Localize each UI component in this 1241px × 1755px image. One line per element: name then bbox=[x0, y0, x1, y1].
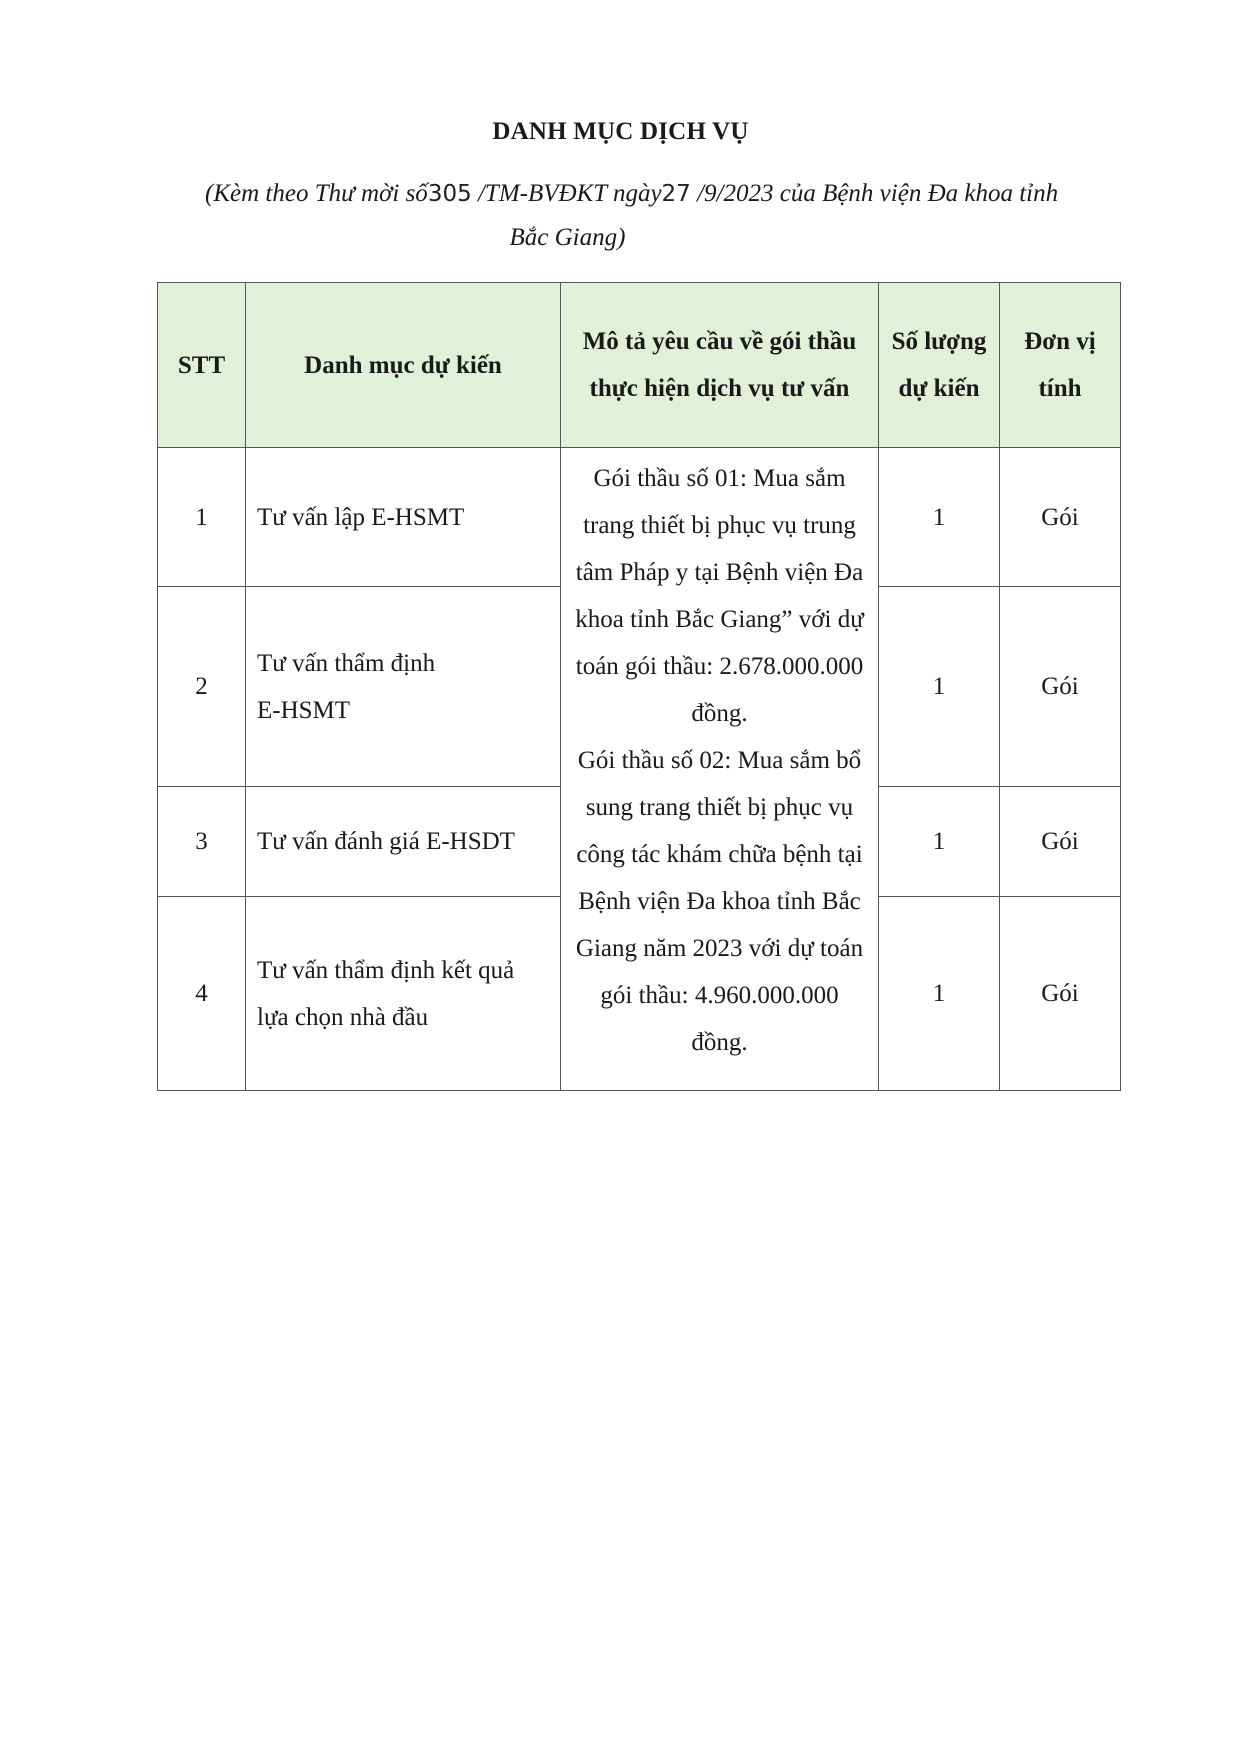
row-stt: 3 bbox=[158, 787, 246, 897]
package-2-description: Gói thầu số 02: Mua sắm bổ sung trang thiết bị phục vụ công tác khám chữa bệnh tại Bệnh viện Đa khoa tỉnh Bắc Giang năm 2023 với dự toán gói thầu: 4.960.000.000 đồng. bbox=[575, 747, 864, 1056]
letter-number: 305 bbox=[427, 181, 472, 207]
row-unit: Gói bbox=[1000, 897, 1121, 1091]
row-unit: Gói bbox=[1000, 448, 1121, 587]
document-subtitle bbox=[205, 172, 1135, 259]
row-stt: 2 bbox=[158, 587, 246, 787]
service-table bbox=[157, 282, 1121, 1091]
row-category: Tư vấn thẩm định kết quả lựa chọn nhà đầu bbox=[246, 897, 561, 1091]
row-unit: Gói bbox=[1000, 587, 1121, 787]
row-quantity: 1 bbox=[879, 448, 1000, 587]
service-table-wrapper bbox=[157, 282, 1121, 1091]
row-category: Tư vấn thẩm định E-HSMT bbox=[246, 587, 561, 787]
package-1-description: Gói thầu số 01: Mua sắm trang thiết bị phục vụ trung tâm Pháp y tại Bệnh viện Đa khoa tỉnh Bắc Giang” với dự toán gói thầu: 2.678.000.000 đồng. bbox=[575, 465, 864, 727]
row-quantity: 1 bbox=[879, 787, 1000, 897]
subtitle-line2: Bắc Giang) bbox=[509, 224, 626, 251]
header-stt: STT bbox=[158, 283, 246, 448]
header-unit: Đơn vị tính bbox=[1000, 283, 1121, 448]
subtitle-suffix: /9/2023 của Bệnh viện Đa khoa tỉnh bbox=[697, 180, 1059, 207]
subtitle-mid: /TM-BVĐKT ngày bbox=[477, 180, 662, 207]
document-title: DANH MỤC DỊCH VỤ bbox=[492, 118, 749, 145]
row-stt: 4 bbox=[158, 897, 246, 1091]
row-category: Tư vấn đánh giá E-HSDT bbox=[246, 787, 561, 897]
row-quantity: 1 bbox=[879, 897, 1000, 1091]
table-header-row bbox=[158, 283, 1121, 448]
row-category: Tư vấn lập E-HSMT bbox=[246, 448, 561, 587]
letter-day: 27 bbox=[661, 181, 691, 207]
header-description: Mô tả yêu cầu về gói thầu thực hiện dịch vụ tư vấn bbox=[561, 283, 879, 448]
row-quantity: 1 bbox=[879, 587, 1000, 787]
table-row bbox=[158, 448, 1121, 587]
row-unit: Gói bbox=[1000, 787, 1121, 897]
subtitle-prefix: (Kèm theo Thư mời số bbox=[205, 180, 428, 207]
header-quantity: Số lượng dự kiến bbox=[879, 283, 1000, 448]
package-description-cell bbox=[561, 448, 879, 1091]
header-category: Danh mục dự kiến bbox=[246, 283, 561, 448]
row-stt: 1 bbox=[158, 448, 246, 587]
